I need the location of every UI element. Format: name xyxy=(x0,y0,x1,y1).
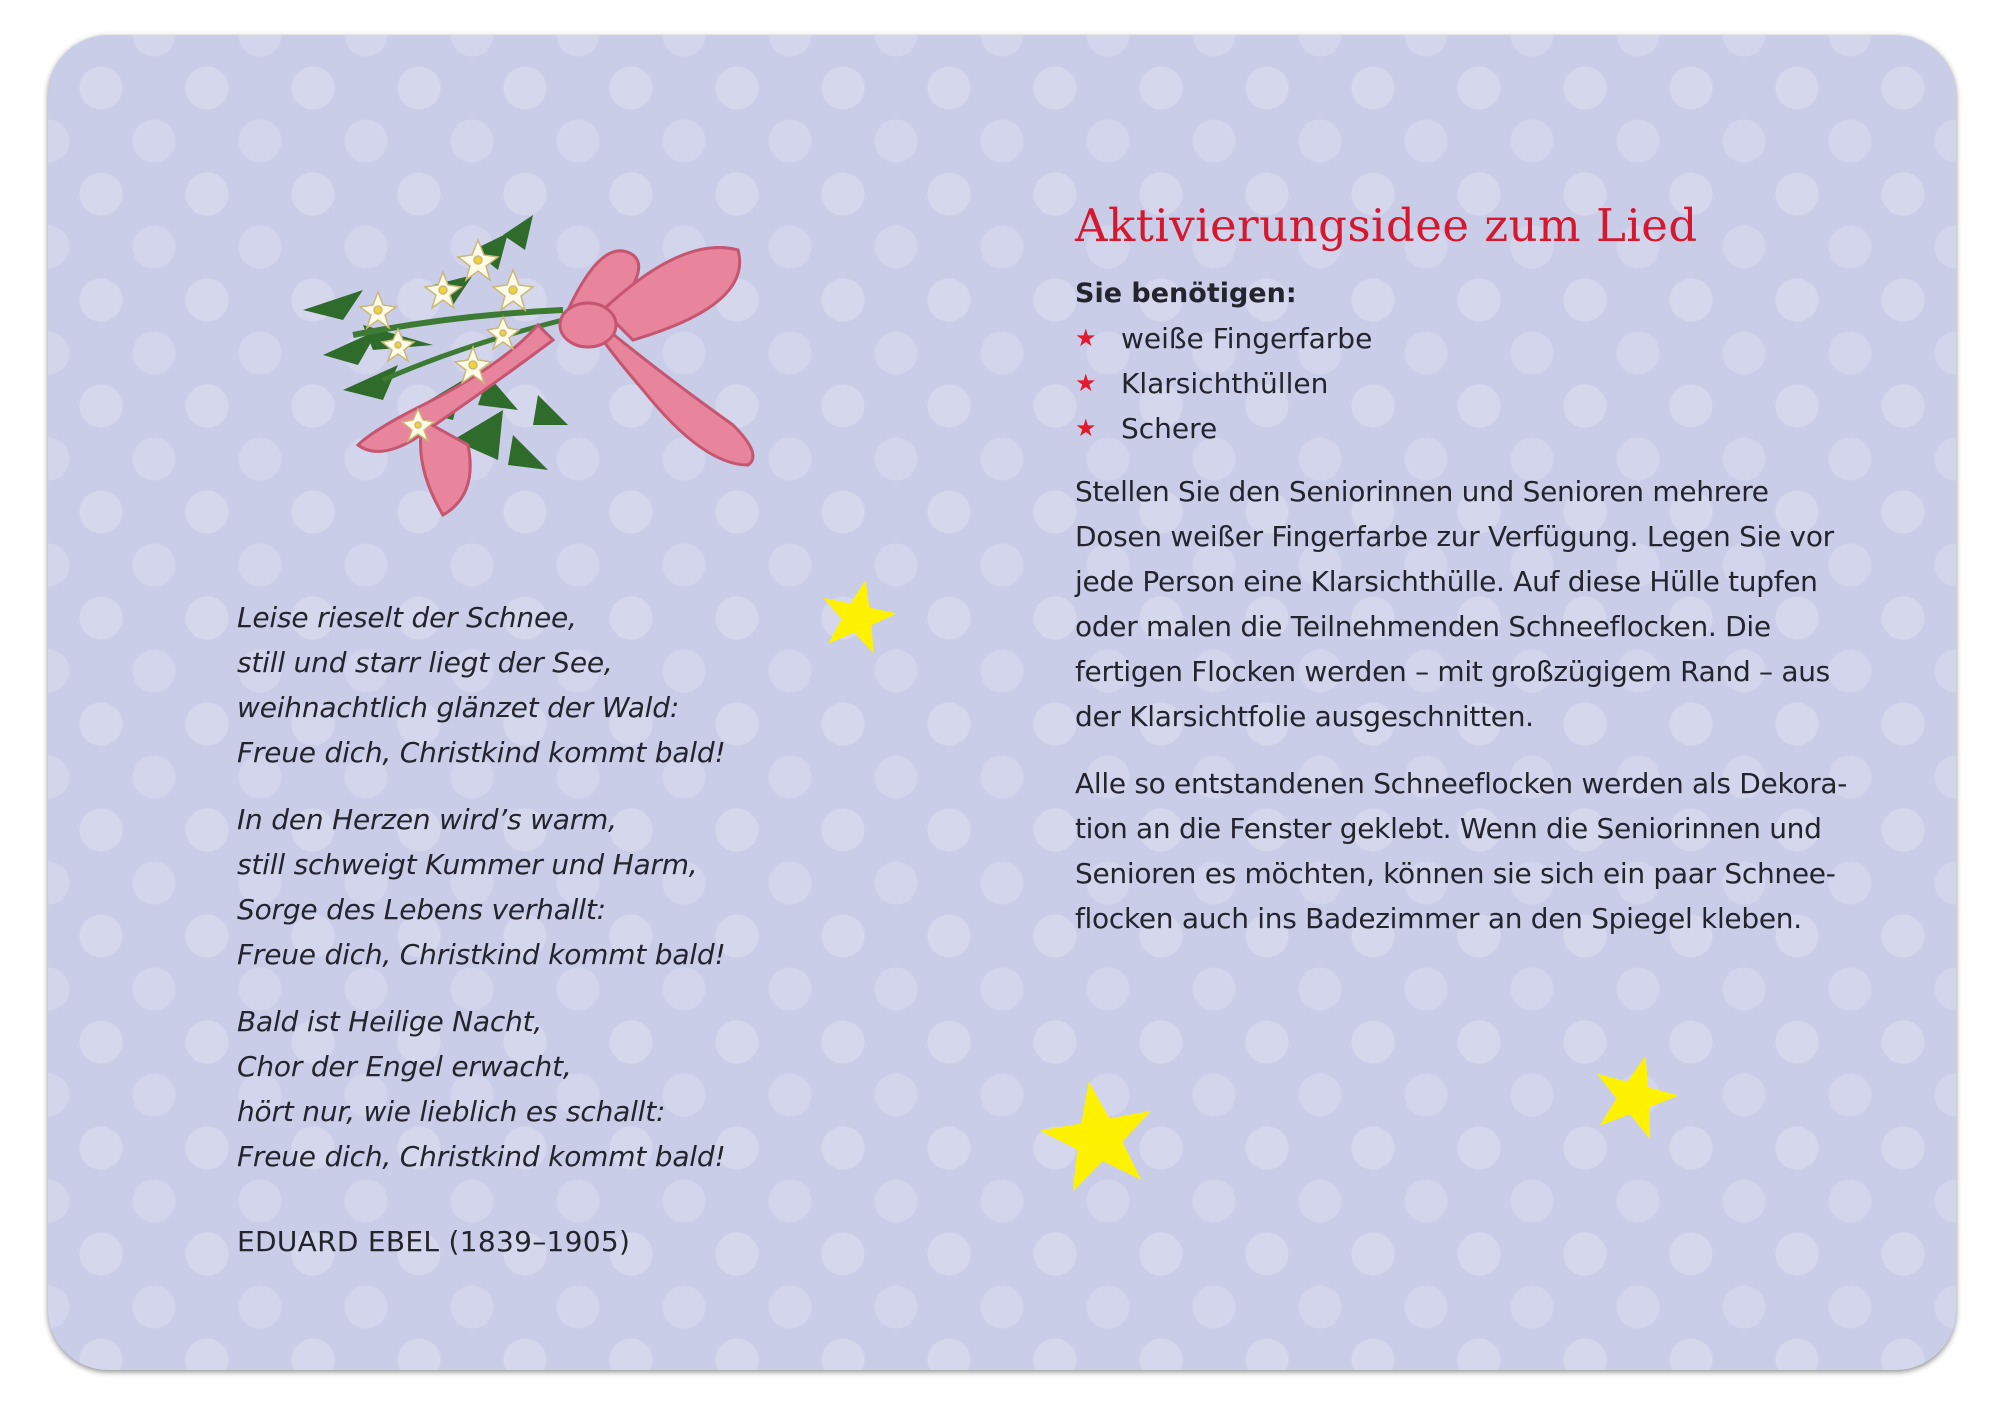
poem xyxy=(237,595,797,1201)
text-line: oder malen die Teilnehmenden Schneeflocken. Die xyxy=(1075,610,1771,643)
page-card xyxy=(48,35,1956,1370)
poem-line: still schweigt Kummer und Harm, xyxy=(237,848,698,881)
instruction-paragraph-2 xyxy=(1075,761,1875,941)
activity-section xyxy=(1075,199,1875,963)
poem-line: Bald ist Heilige Nacht, xyxy=(237,1005,543,1038)
poem-stanza xyxy=(237,797,797,977)
poem-line: still und starr liegt der See, xyxy=(237,646,613,679)
text-line: Stellen Sie den Seniorinnen und Senioren mehrere xyxy=(1075,475,1769,508)
material-label: weiße Fingerfarbe xyxy=(1121,322,1373,355)
red-star-bullet-icon: ★ xyxy=(1075,324,1097,352)
poem-stanza xyxy=(237,595,797,775)
poem-line: Leise rieselt der Schnee, xyxy=(237,601,577,634)
text-line: flocken auch ins Badezimmer an den Spiegel kleben. xyxy=(1075,902,1802,935)
red-star-bullet-icon: ★ xyxy=(1075,414,1097,442)
text-line: tion an die Fenster geklebt. Wenn die Seniorinnen und xyxy=(1075,812,1822,845)
material-label: Klarsichthüllen xyxy=(1121,367,1329,400)
poem-line: Freue dich, Christkind kommt bald! xyxy=(237,938,726,971)
list-item xyxy=(1075,406,1875,451)
materials-list xyxy=(1075,316,1875,451)
red-star-bullet-icon: ★ xyxy=(1075,369,1097,397)
flower-bouquet-icon xyxy=(303,215,813,535)
yellow-star-icon xyxy=(1590,1050,1680,1140)
yellow-star-icon xyxy=(818,575,898,655)
list-item xyxy=(1075,316,1875,361)
poem-stanza xyxy=(237,999,797,1179)
activity-title: Aktivierungsidee zum Lied xyxy=(1075,199,1698,252)
poem-line: Sorge des Lebens verhallt: xyxy=(237,893,606,926)
text-line: fertigen Flocken werden – mit großzügigem Rand – aus xyxy=(1075,655,1830,688)
text-line: der Klarsichtfolie ausgeschnitten. xyxy=(1075,700,1534,733)
text-line: Alle so entstandenen Schneeflocken werden als Dekora- xyxy=(1075,767,1848,800)
text-line: jede Person eine Klarsichthülle. Auf diese Hülle tupfen xyxy=(1075,565,1818,598)
material-label: Schere xyxy=(1121,412,1218,445)
poem-line: Freue dich, Christkind kommt bald! xyxy=(237,736,726,769)
text-line: Senioren es möchten, können sie sich ein paar Schnee- xyxy=(1075,857,1836,890)
poem-line: hört nur, wie lieblich es schallt: xyxy=(237,1095,666,1128)
needs-label: Sie benötigen: xyxy=(1075,278,1297,309)
poem-line: Chor der Engel erwacht, xyxy=(237,1050,572,1083)
yellow-star-icon xyxy=(1038,1075,1158,1195)
list-item xyxy=(1075,361,1875,406)
poem-line: Freue dich, Christkind kommt bald! xyxy=(237,1140,726,1173)
poem-line: weihnachtlich glänzet der Wald: xyxy=(237,691,680,724)
text-line: Dosen weißer Fingerfarbe zur Verfügung. Legen Sie vor xyxy=(1075,520,1834,553)
instruction-paragraph-1 xyxy=(1075,469,1875,739)
poem-author: EDUARD EBEL (1839–1905) xyxy=(237,1225,631,1258)
poem-line: In den Herzen wird’s warm, xyxy=(237,803,617,836)
